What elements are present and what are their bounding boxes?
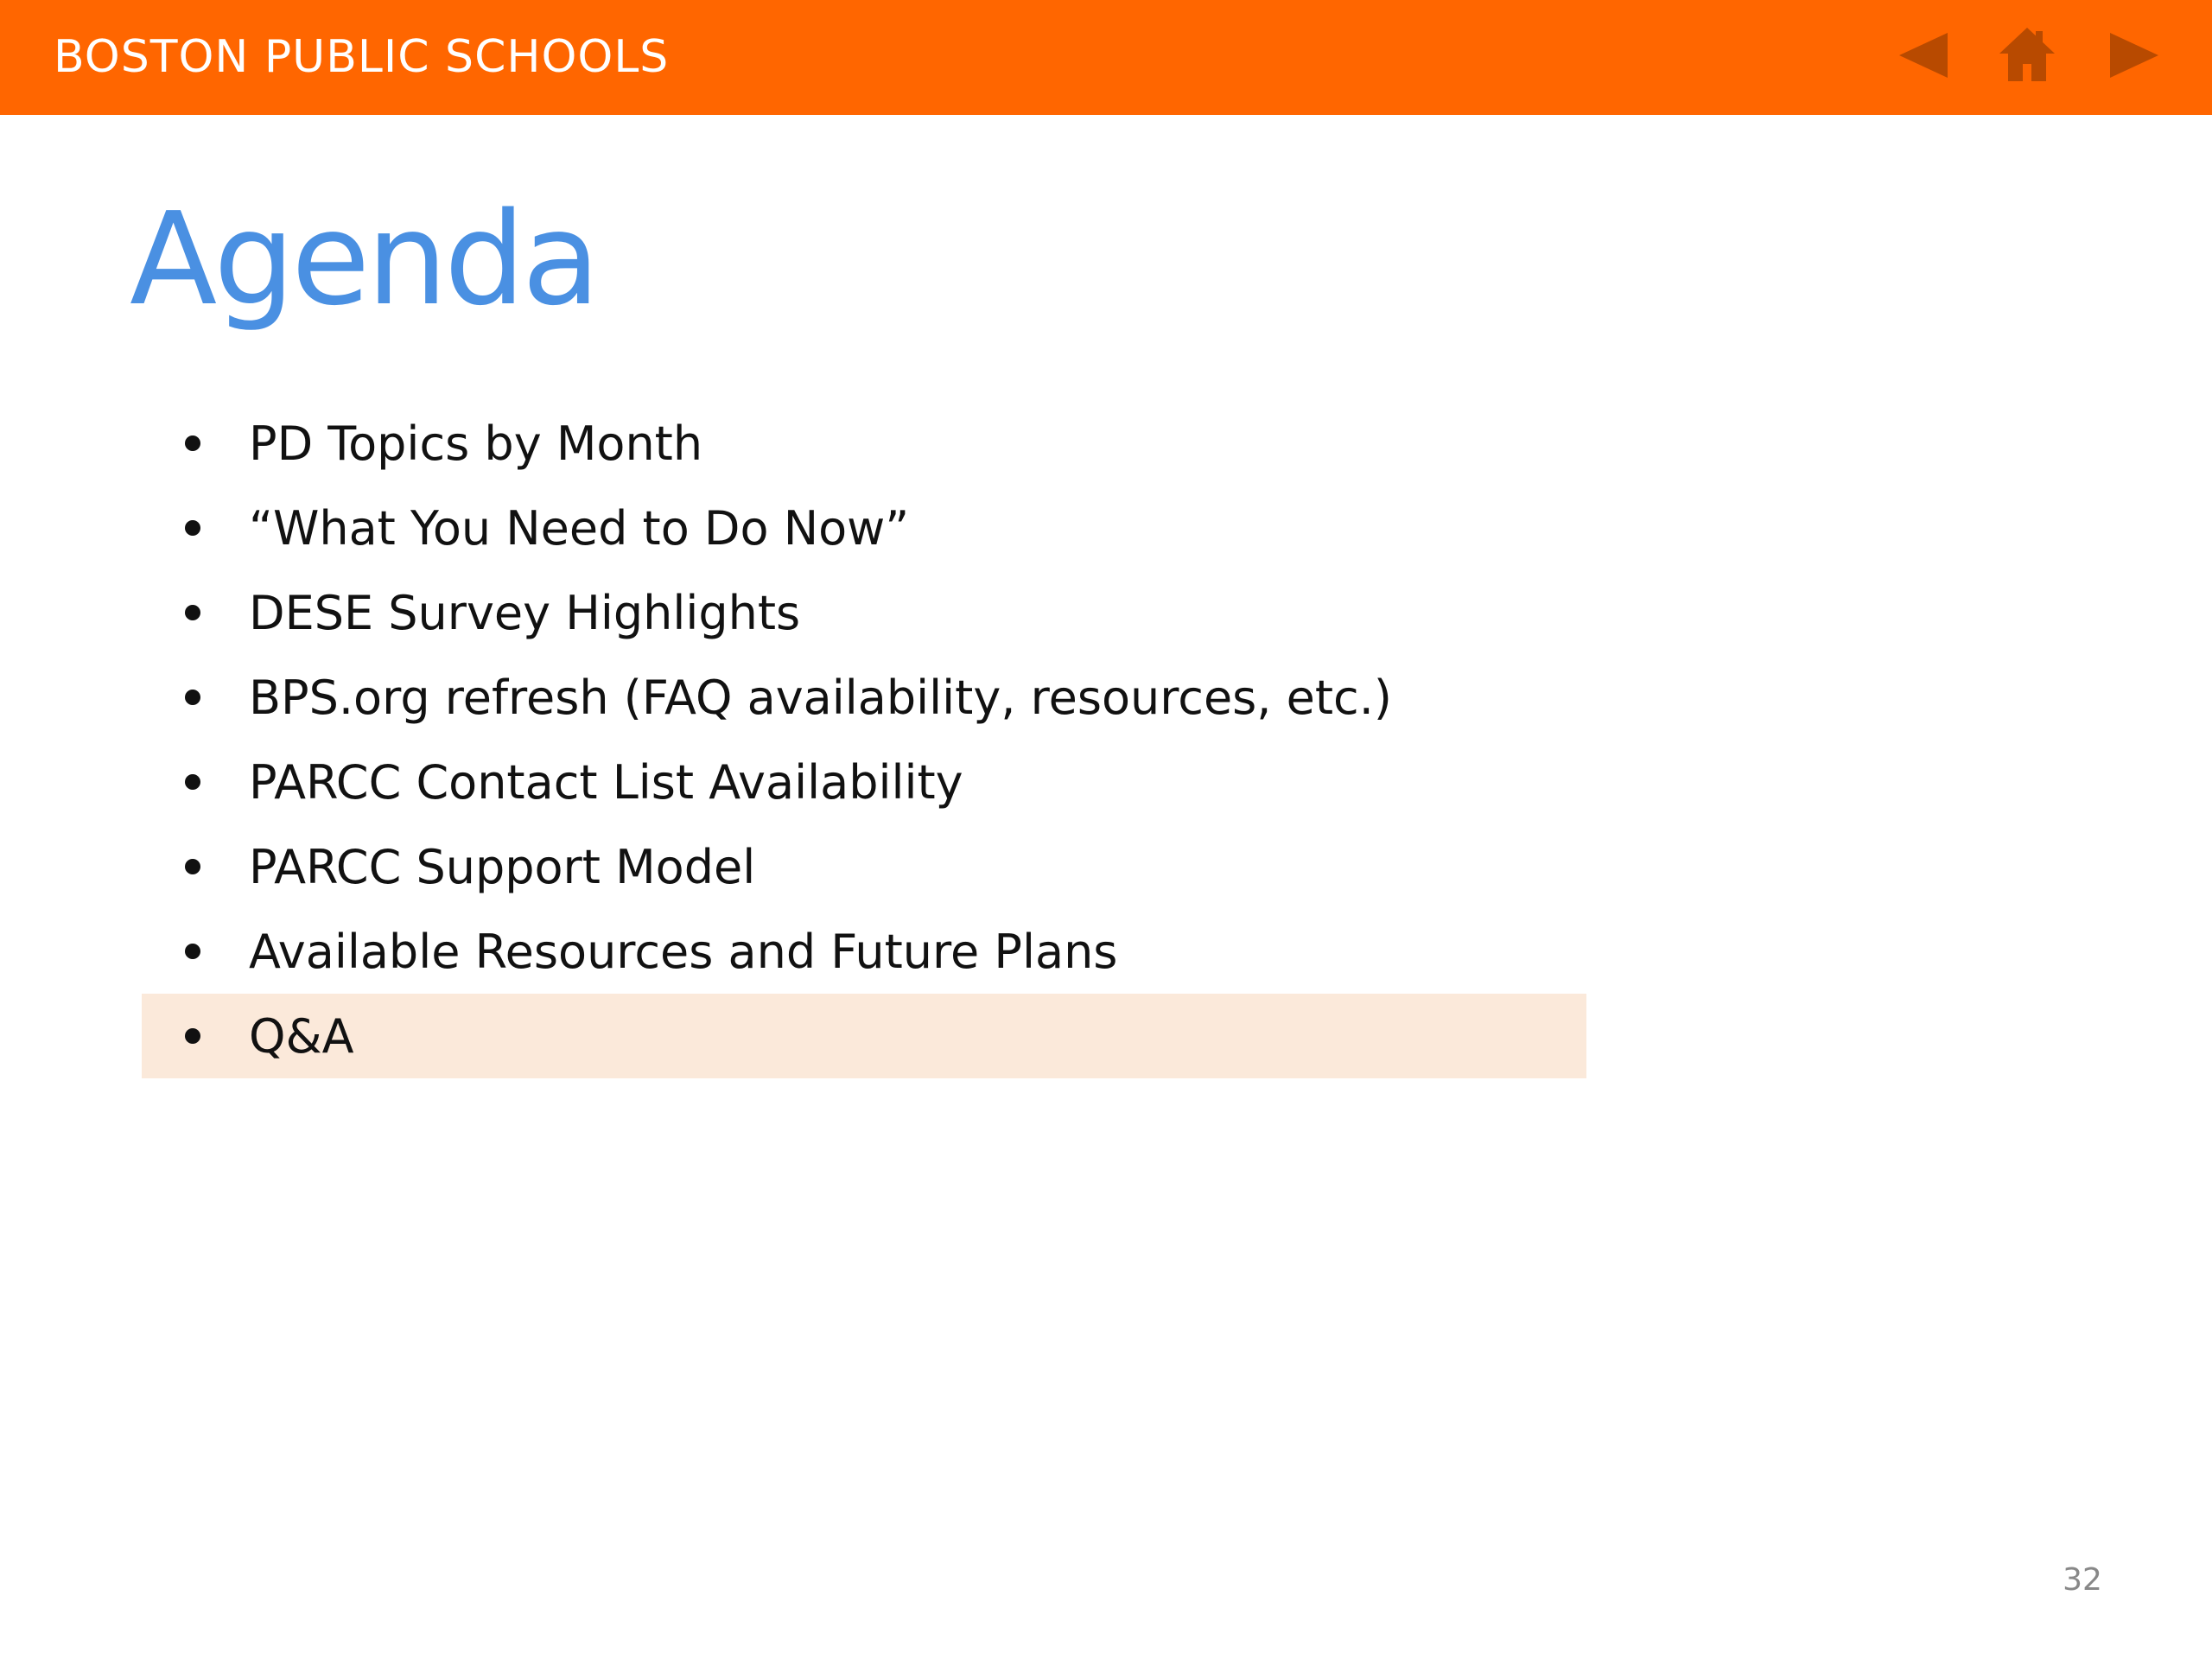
header-bar: [0, 0, 2212, 115]
home-button[interactable]: [1996, 24, 2058, 86]
list-item-label: DESE Survey Highlights: [249, 585, 801, 640]
list-item: [142, 570, 1586, 655]
list-item-highlighted: [142, 994, 1586, 1078]
bullet-icon: [185, 520, 200, 536]
list-item-label: Available Resources and Future Plans: [249, 924, 1118, 979]
list-item-label: “What You Need to Do Now”: [249, 500, 910, 556]
page-number: 32: [2063, 1562, 2102, 1598]
list-item: [142, 909, 1586, 994]
org-name: BOSTON PUBLIC SCHOOLS: [54, 31, 670, 83]
bullet-icon: [185, 435, 200, 451]
bullet-icon: [185, 774, 200, 790]
bullet-icon: [185, 859, 200, 874]
bullet-icon: [185, 605, 200, 620]
triangle-right-icon: [2101, 24, 2164, 86]
list-item: [142, 740, 1586, 824]
list-item-label: Q&A: [249, 1008, 354, 1064]
bullet-icon: [185, 944, 200, 959]
bullet-icon: [185, 1028, 200, 1044]
previous-slide-button[interactable]: [1894, 24, 1956, 86]
list-item-label: PARCC Contact List Availability: [249, 754, 963, 810]
list-item: [142, 824, 1586, 909]
page-title: Agenda: [130, 185, 597, 334]
house-icon: [1996, 24, 2058, 86]
list-item-label: PD Topics by Month: [249, 416, 703, 471]
triangle-left-icon: [1894, 24, 1956, 86]
list-item: [142, 401, 1586, 486]
next-slide-button[interactable]: [2101, 24, 2164, 86]
list-item-label: BPS.org refresh (FAQ availability, resources, etc.): [249, 670, 1392, 725]
list-item-label: PARCC Support Model: [249, 839, 756, 894]
list-item: [142, 486, 1586, 570]
agenda-list: [142, 401, 1586, 1078]
bullet-icon: [185, 690, 200, 705]
list-item: [142, 655, 1586, 740]
